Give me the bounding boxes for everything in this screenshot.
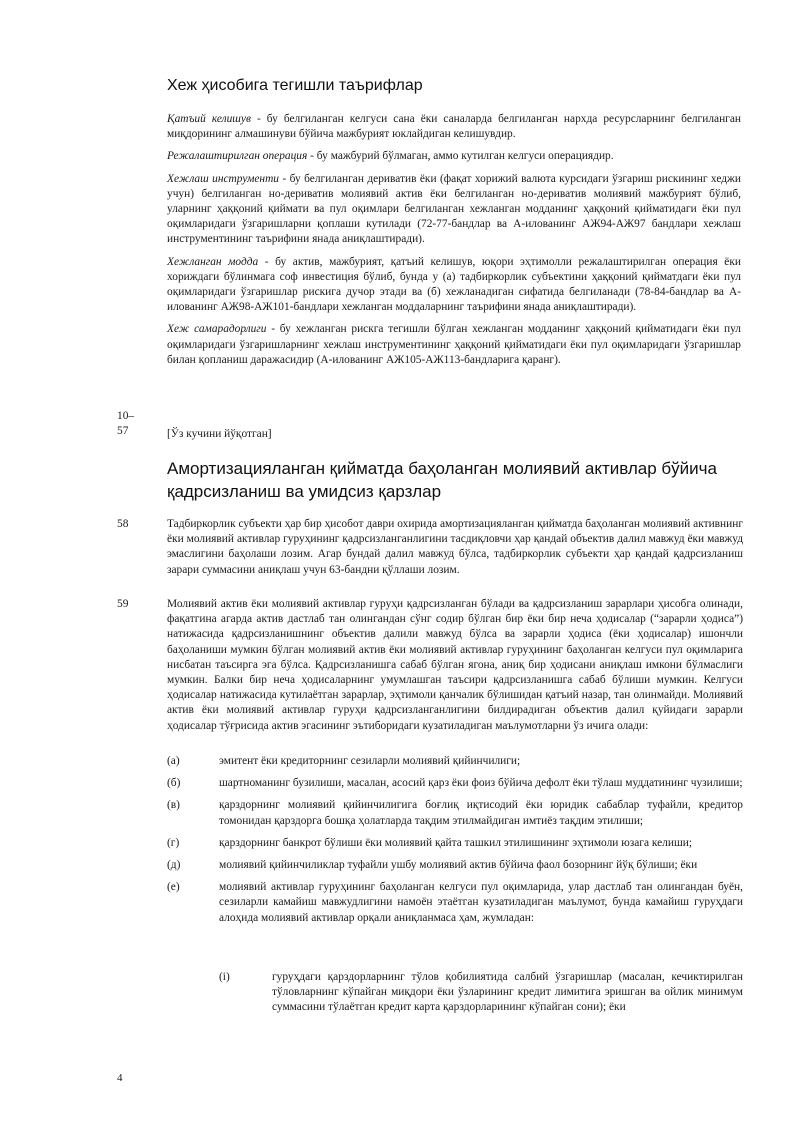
list-item-label: (в)	[167, 799, 180, 812]
definition-term: Хежланган модда	[167, 255, 259, 268]
definition-term: Қатъий келишув	[167, 113, 251, 125]
list-item	[167, 858, 743, 873]
list-item	[167, 754, 743, 769]
paragraph-text: Тадбиркорлик субъекти ҳар бир ҳисобот даври охирида амортизацияланган қийматда баҳоланган молиявий активнинг ёки молиявий активлар гуруҳининг қадрсизланганлигини тасдиқловчи ҳар қандай объектив далил мавжуд ёки мавжуд эмаслигини баҳолаши лозим. Агар бундай далил мавжуд бўлса, тадбиркорлик субъекти ҳар қандай қадрсизланиш зарари суммасини аниқлаш учун 63-бандни қўллаши лозим.	[167, 518, 743, 576]
list-item	[167, 776, 743, 791]
list-item-label: (г)	[167, 836, 180, 849]
list-item-text: эмитент ёки кредиторнинг сезиларли молиявий қийинчилиги;	[219, 755, 521, 767]
sub-list-item	[219, 970, 743, 1016]
list-item-text: қарздорнинг банкрот бўлиши ёки молиявий қайта ташкил этилишининг эҳтимоли юзага келиши;	[219, 836, 692, 849]
list-item-label: (б)	[167, 777, 181, 790]
list-item	[167, 880, 743, 926]
definition-term: Режалаштирилган операция	[167, 150, 308, 163]
definition-text: - бу актив, мажбурият, қатъий келишув, юқори эҳтимолли режалаштирилган операция ёки хориждаги бўлинмага соф инвестиция бўлиб, бунда у (а) тадбиркорлик субъектини ҳаққоний қийматдаги ёки пул оқимларидаги ўзгаришлар рискига дучор этади ва (б) хежланадиган сифатида белгиланади (78-84-бандлар ва А-илованинг АЖ98-АЖ101-бандлари хежланган моддаларнинг таърифини янада аниқлаштиради).	[167, 255, 741, 314]
subsection-heading: Амортизацияланган қийматда баҳоланган молиявий активлар бўйича қадрсизланиш ва умидсиз қарзлар	[167, 459, 717, 501]
definition-term: Хежлаш инструменти	[167, 172, 279, 185]
definition-text: - бу белгиланган дериватив ёки (фақат хорижий валюта курсидаги ўзгариш рискининг хеджи учун) белгиланган но-дериватив молиявий актив ёки белгиланган но-дериватив молиявий мажбурият бўлиб, уларнинг ҳаққоний қиймати ва пул оқимлари белгиланган хежланган модданинг ҳаққоний қийматидаги ёки пул оқимларидаги ўзгаришларни қоплаши кутилади (72-77-бандлар ва А-илованинг АЖ94-АЖ97 бандлари хежлаш инструментининг таърифини янада аниқлаштиради).	[167, 172, 741, 246]
impairment-events-list	[167, 754, 743, 933]
list-item-label: (е)	[167, 881, 180, 894]
paragraph-text: Молиявий актив ёки молиявий активлар гуруҳи қадрсизланган бўлади ва қадрсизланиш зарарлари ҳисобга олинади, фақатгина агарда актив дастлаб тан олингандан сўнг содир бўлган бир ёки бир неча ҳодисалар (“зарарли ҳодиса”) натижасида қадрсизланишнинг объектив далили мавжуд бўлса ва зарарли ҳодиса (ёки ҳодисалар) ишончли баҳоланиши мумкин бўлган молиявий актив ёки молиявий активлар гуруҳининг баҳоланган келгуси пул оқимларига нисбатан таъсирга эга бўлса. Қадрсизланишга сабаб бўлган ягона, аниқ бир ҳодисани аниқлаш имкони бўлмаслиги мумкин. Балки бир неча ҳодисаларнинг умумлашган таъсири қадрсизланишга сабаб бўлиши мумкин. Келгуси ҳодисалар натижасида кутилаётган зарарлар, эҳтимоли қанчалик бўлишидан қатъий назар, тан олинмайди. Молиявий актив ёки молиявий активлар гуруҳи қадрсизланганлигини билдирадиган объектив далил қуйидаги зарарли ҳодисалар тўғрисида актив эгасининг эътиборидаги кузатиладиган маълумотларни ўз ичига олади:	[167, 598, 743, 732]
page-number: 4	[117, 1072, 123, 1084]
list-item	[167, 798, 743, 828]
paragraph-number: 59	[117, 598, 129, 610]
sub-list-item-label: (i)	[219, 971, 230, 983]
definitions-block	[167, 112, 741, 375]
list-item	[167, 836, 743, 851]
paragraph-59	[117, 597, 743, 734]
paragraph-range-number: 10– 57	[117, 410, 135, 438]
deleted-paragraph-note: [Ўз кучини йўқотган]	[167, 428, 272, 440]
definition-text: - бу белгиланган келгуси сана ёки саналарда белгиланган нархда ресурсларнинг белгиланган миқдорининг алмашинуви бўйича мажбурият юклайдиган келишувдир.	[167, 113, 741, 141]
list-item-label: (а)	[167, 755, 180, 767]
definition-term: Хеж самарадорлиги	[167, 323, 267, 336]
list-item-text: қарздорнинг молиявий қийинчилигига боғлиқ иқтисодий ёки юридик сабаблар туфайли, кредитор томонидан қарздорга бошқа ҳолатларда тақдим этилмайдиган имтиёз тақдим этилиши;	[219, 799, 743, 827]
definition-text: - бу хежланган рискга тегишли бўлган хежланган модданинг ҳаққоний қийматидаги ёки пул оқимларидаги ўзгаришларнинг хежлаш инструментининг ҳаққоний қийматидаги ёки пул оқимларидаги ўзгаришлар билан қопланиш даражасидир (А-илованинг АЖ105-АЖ113-бандларига қаранг).	[167, 323, 741, 366]
list-item-text: молиявий активлар гуруҳининг баҳоланган келгуси пул оқимларида, улар дастлаб тан олингандан буён, сезиларли камайиш мавжудлигини намоён этаётган кузатиладиган маълумот, бунда камайиш гуруҳдаги алоҳида молиявий активлар орқали аниқланмаса ҳам, жумладан:	[219, 881, 743, 924]
list-item-text: шартноманинг бузилиши, масалан, асосий қарз ёки фоиз бўйича дефолт ёки тўлаш муддатининг чузилиши;	[219, 777, 743, 790]
definition	[167, 322, 741, 368]
definition	[167, 172, 741, 248]
definition-text: - бу мажбурий бўлмаган, аммо кутилган келгуси операциядир.	[307, 150, 614, 163]
definition	[167, 149, 741, 164]
paragraph-number: 58	[117, 518, 129, 530]
list-item-text: молиявий қийинчиликлар туфайли ушбу молиявий актив бўйича фаол бозорнинг йўқ бўлиши; ёки	[219, 859, 698, 872]
definition	[167, 112, 741, 142]
list-item-label: (д)	[167, 859, 181, 872]
section-heading: Хеж ҳисобига тегишли таърифлар	[167, 77, 423, 94]
sub-list-item-text: гуруҳдаги қарздорларнинг тўлов қобилиятида салбий ўзгаришлар (масалан, кечиктирилган тўловларнинг кўпайган миқдори ёки ўзларининг кредит лимитига эришган ва ойлик минимум суммасини тўлаётган кредит карта қарздорларининг кўпайган сони); ёки	[272, 971, 743, 1014]
paragraph-58	[117, 517, 743, 578]
definition	[167, 255, 741, 316]
